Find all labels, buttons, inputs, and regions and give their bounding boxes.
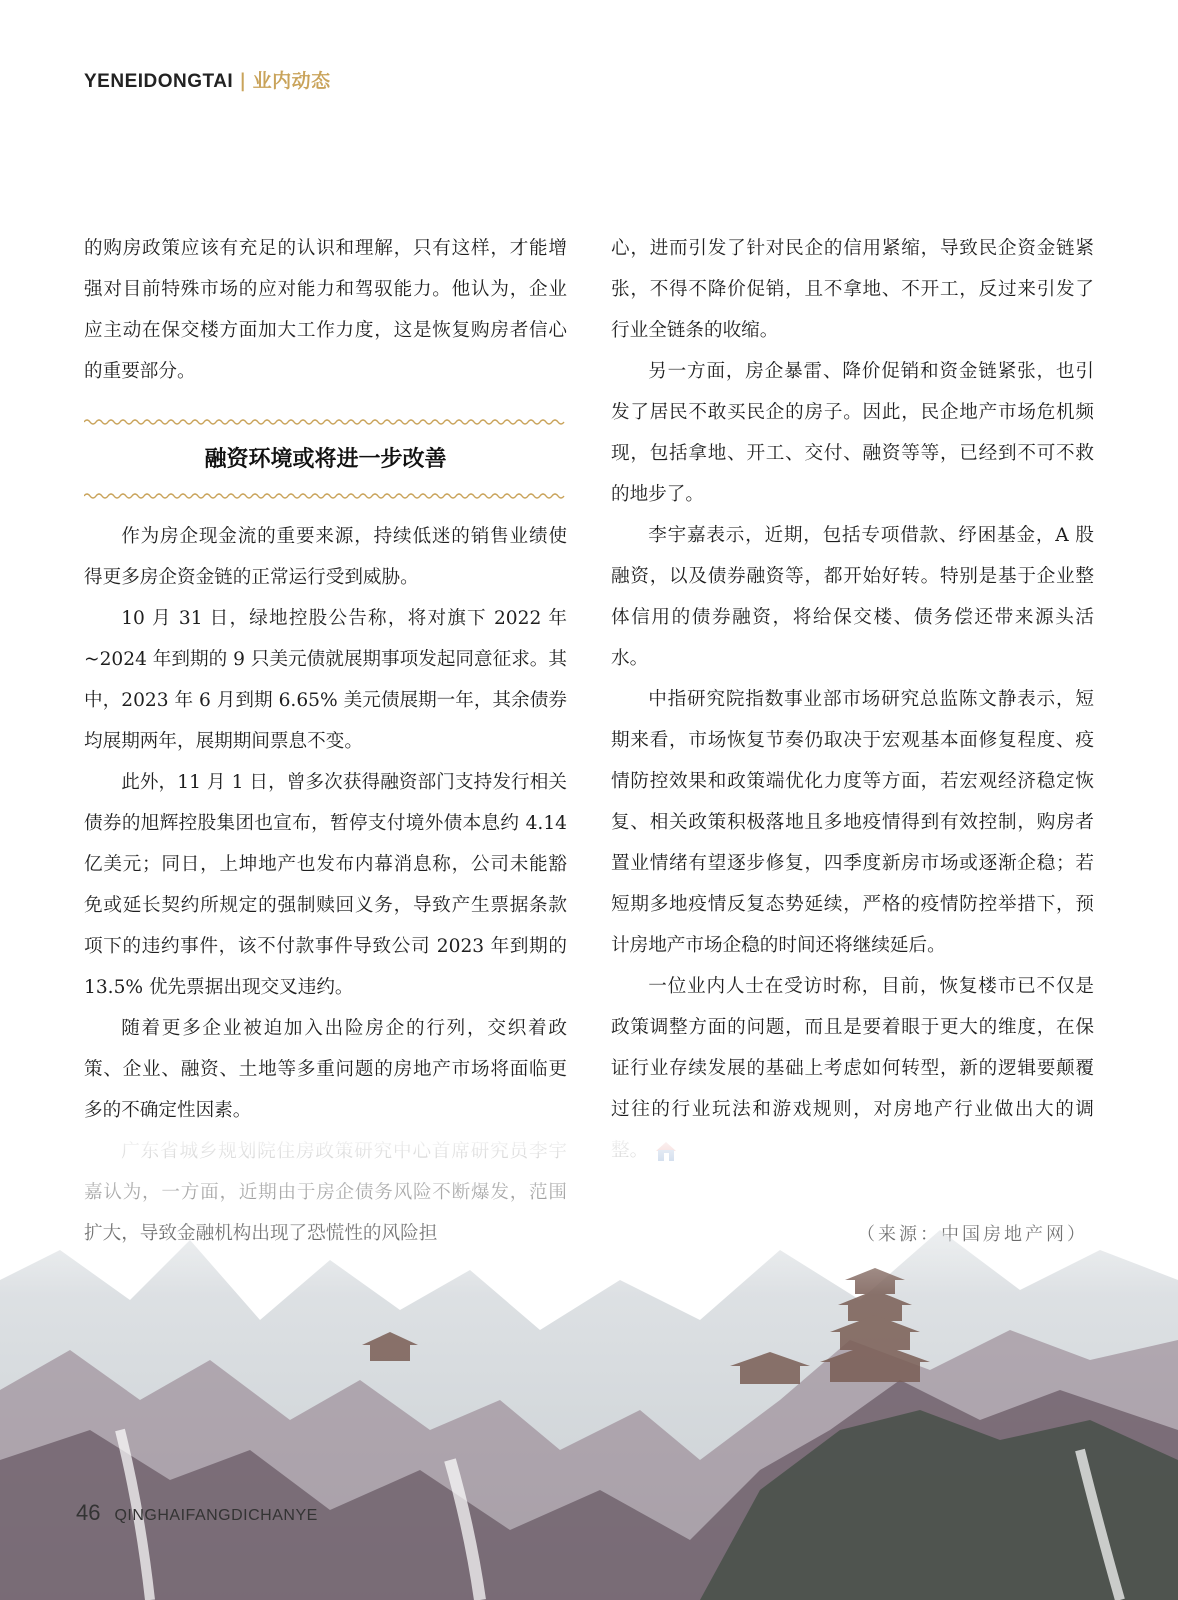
header-separator: | <box>239 70 247 92</box>
paragraph: 10 月 31 日，绿地控股公告称，将对旗下 2022 年 ~2024 年到期的 9 只美元债就展期事项发起同意征求。其中，2023 年 6 月到期 6.65% 美元债展期一年，其余债券均展期两年，展期期间票息不变。 <box>84 608 567 752</box>
paragraph: 李宇嘉表示，近期，包括专项借款、纾困基金，A 股融资，以及债券融资等，都开始好转。特别是基于企业整体信用的债券融资，将给保交楼、债务偿还带来源头活水。 <box>611 525 1094 669</box>
right-column <box>611 228 1094 1171</box>
paragraph: 此外，11 月 1 日，曾多次获得融资部门支持发行相关债券的旭辉控股集团也宣布，暂停支付境外债本息约 4.14 亿美元；同日，上坤地产也发布内幕消息称，公司未能豁免或延长契约所规定的强制赎回义务，导致产生票据条款项下的违约事件，该不付款事件导致公司 2023 年到期的 13.5% 优先票据出现交叉违约。 <box>84 772 567 998</box>
landscape-illustration <box>0 1130 1178 1600</box>
wavy-rule-top <box>84 418 567 426</box>
wavy-rule-bottom <box>84 492 567 500</box>
section-heading-block <box>84 418 567 500</box>
paragraph: 作为房企现金流的重要来源，持续低迷的销售业绩使得更多房企资金链的正常运行受到威胁。 <box>84 526 567 588</box>
magazine-name: QINGHAIFANGDICHANYE <box>114 1507 318 1524</box>
paragraph: 中指研究院指数事业部市场研究总监陈文静表示，短期来看，市场恢复节奏仍取决于宏观基本面修复程度、疫情防控效果和政策端优化力度等方面，若宏观经济稳定恢复、相关政策积极落地且多地疫情得到有效控制，购房者置业情绪有望逐步修复，四季度新房市场或逐渐企稳；若短期多地疫情反复态势延续，严格的疫情防控举措下，预计房地产市场企稳的时间还将继续延后。 <box>611 689 1094 956</box>
paragraph-intro: 的购房政策应该有充足的认识和理解，只有这样，才能增强对目前特殊市场的应对能力和驾驭能力。他认为，企业应主动在保交楼方面加大工作力度，这是恢复购房者信心的重要部分。 <box>84 238 567 382</box>
final-text: 一位业内人士在受访时称，目前，恢复楼市已不仅是政策调整方面的问题，而且是要着眼于更大的维度，在保证行业存续发展的基础上考虑如何转型，新的逻辑要颠覆过往的行业玩法和游戏规则，对房地产行业做出大的调 <box>611 976 1094 1120</box>
section-title: 融资环境或将进一步改善 <box>204 446 447 472</box>
page-footer <box>76 1500 318 1526</box>
header-chinese: 业内动态 <box>252 70 331 92</box>
paragraph: 随着更多企业被迫加入出险房企的行列，交织着政策、企业、融资、土地等多重问题的房地产市场将面临更多的不确定性因素。 <box>84 1018 567 1121</box>
left-column <box>84 228 567 1254</box>
running-header <box>84 66 331 93</box>
paragraph: 另一方面，房企暴雷、降价促销和资金链紧张，也引发了居民不敢买民企的房子。因此，民企地产市场危机频现，包括拿地、开工、交付、融资等等，已经到不可不救的地步了。 <box>611 361 1094 505</box>
paragraph-continued: 心，进而引发了针对民企的信用紧缩，导致民企资金链紧张，不得不降价促销，且不拿地、不开工，反过来引发了行业全链条的收缩。 <box>611 238 1094 341</box>
header-english: YENEIDONGTAI <box>84 71 234 92</box>
page-number: 46 <box>76 1500 101 1525</box>
